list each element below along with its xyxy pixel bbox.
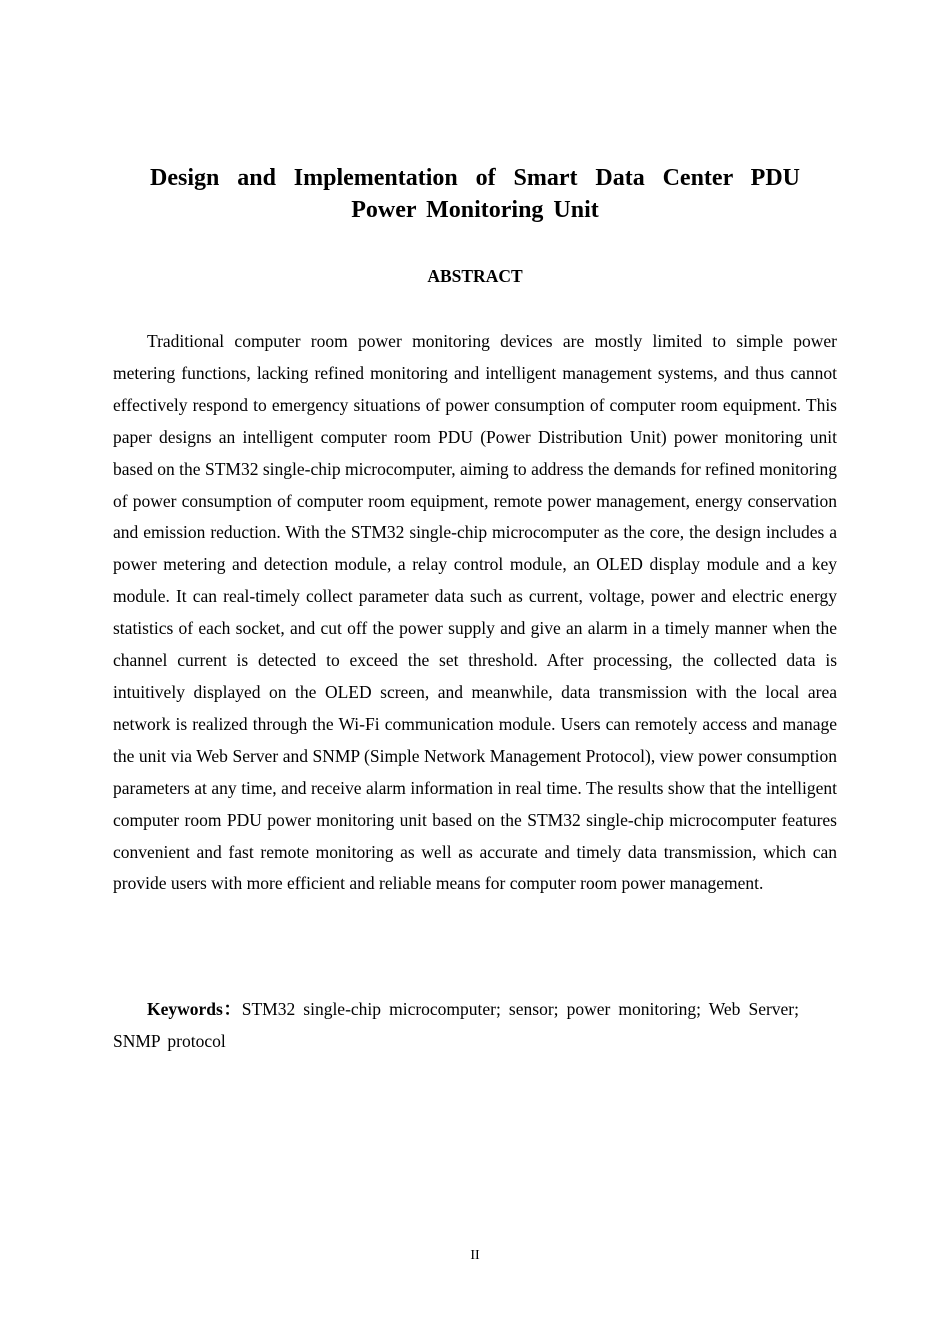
abstract-heading: ABSTRACT <box>427 266 523 286</box>
page-number: II <box>470 1248 480 1263</box>
abstract-body: Traditional computer room power monitoring devices are mostly limited to simple power metering functions, lacking refined monitoring and intelligent management systems, and thus cannot effectively respond to emergency situations of power consumption of computer room equipment. This paper designs an intelligent computer room PDU (Power Distribution Unit) power monitoring unit based on the STM32 single-chip microcomputer, aiming to address the demands for refined monitoring of power consumption of computer room equipment, remote power management, energy conservation and emission reduction. With the STM32 single-chip microcomputer as the core, the design includes a power metering and detection module, a relay control module, an OLED display module and a key module. It can real-timely collect parameter data such as current, voltage, power and electric energy statistics of each socket, and cut off the power supply and give an alarm in a timely manner when the channel current is detected to exceed the set threshold. After processing, the collected data is intuitively displayed on the OLED screen, and meanwhile, data transmission with the local area network is realized through the Wi-Fi communication module. Users can remotely access and manage the unit via Web Server and SNMP (Simple Network Management Protocol), view power consumption parameters at any time, and receive alarm information in real time. The results show that the intelligent computer room PDU power monitoring unit based on the STM32 single-chip microcomputer features convenient and fast remote monitoring as well as accurate and timely data transmission, which can provide users with more efficient and reliable means for computer room power management. <box>113 331 837 894</box>
keywords-label: Keywords： <box>147 999 242 1019</box>
keywords-paragraph <box>113 994 799 1057</box>
keywords-text: STM32 single-chip microcomputer; sensor; power monitoring; Web Server; SNMP protocol <box>113 999 800 1051</box>
paper-title: Design and Implementation of Smart Data Center PDU Power Monitoring Unit <box>150 165 800 223</box>
